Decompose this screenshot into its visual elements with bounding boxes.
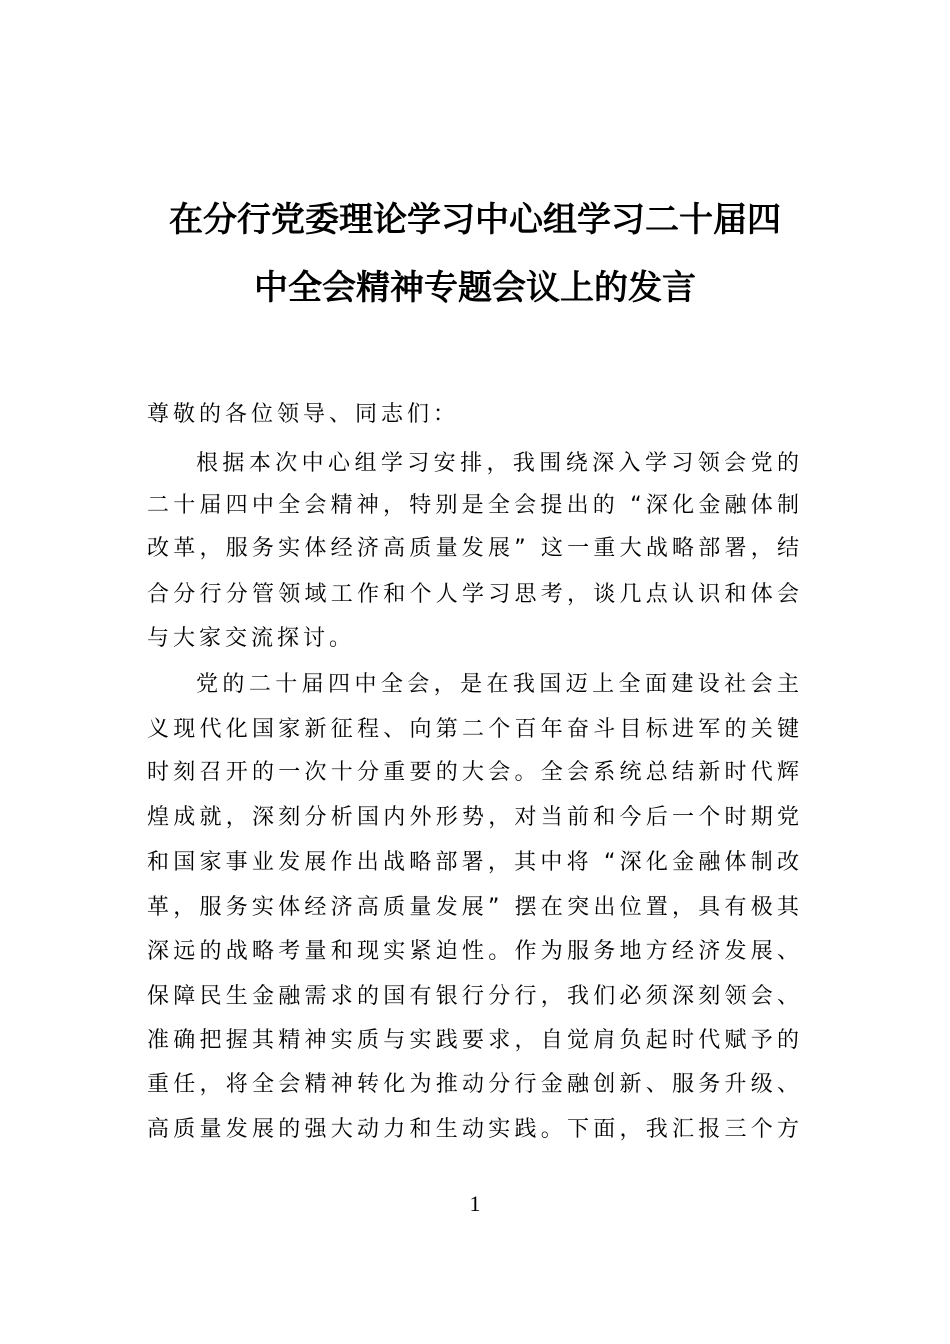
paragraph-2-line: 准确把握其精神实质与实践要求，自觉肩负起时代赋予的: [147, 1028, 803, 1053]
paragraph-2-line: 党的二十届四中全会，是在我国迈上全面建设社会主: [196, 672, 803, 697]
salutation: 尊敬的各位领导、同志们：: [147, 402, 460, 427]
paragraph-2-line: 义现代化国家新征程、向第二个百年奋斗目标进军的关键: [147, 717, 803, 742]
paragraph-1-line: 合分行分管领域工作和个人学习思考，谈几点认识和体会: [147, 582, 803, 607]
paragraph-2-line: 煌成就，深刻分析国内外形势，对当前和今后一个时期党: [147, 805, 803, 830]
paragraph-2-line: 和国家事业发展作出战略部署，其中将 “深化金融体制改: [147, 850, 803, 875]
paragraph-2-line: 时刻召开的一次十分重要的大会。全会系统总结新时代辉: [147, 760, 803, 785]
paragraph-2-line: 高质量发展的强大动力和生动实践。下面，我汇报三个方: [147, 1117, 803, 1142]
paragraph-2-line: 深远的战略考量和现实紧迫性。作为服务地方经济发展、: [147, 939, 803, 964]
document-title-line-1: 在分行党委理论学习中心组学习二十届四: [169, 200, 781, 240]
paragraph-1-line: 与大家交流探讨。: [147, 626, 356, 651]
document-title-line-2: 中全会精神专题会议上的发言: [254, 268, 696, 308]
paragraph-2-line: 革，服务实体经济高质量发展” 摆在突出位置，具有极其: [147, 895, 803, 920]
paragraph-2-line: 保障民生金融需求的国有银行分行，我们必须深刻领会、: [147, 984, 803, 1009]
paragraph-1-line: 二十届四中全会精神，特别是全会提出的 “深化金融体制: [147, 493, 803, 518]
page-number: 1: [469, 1191, 481, 1216]
paragraph-1-line: 改革，服务实体经济高质量发展” 这一重大战略部署，结: [147, 536, 803, 561]
paragraph-1-line: 根据本次中心组学习安排，我围绕深入学习领会党的: [196, 451, 803, 476]
paragraph-2-line: 重任，将全会精神转化为推动分行金融创新、服务升级、: [147, 1072, 803, 1097]
